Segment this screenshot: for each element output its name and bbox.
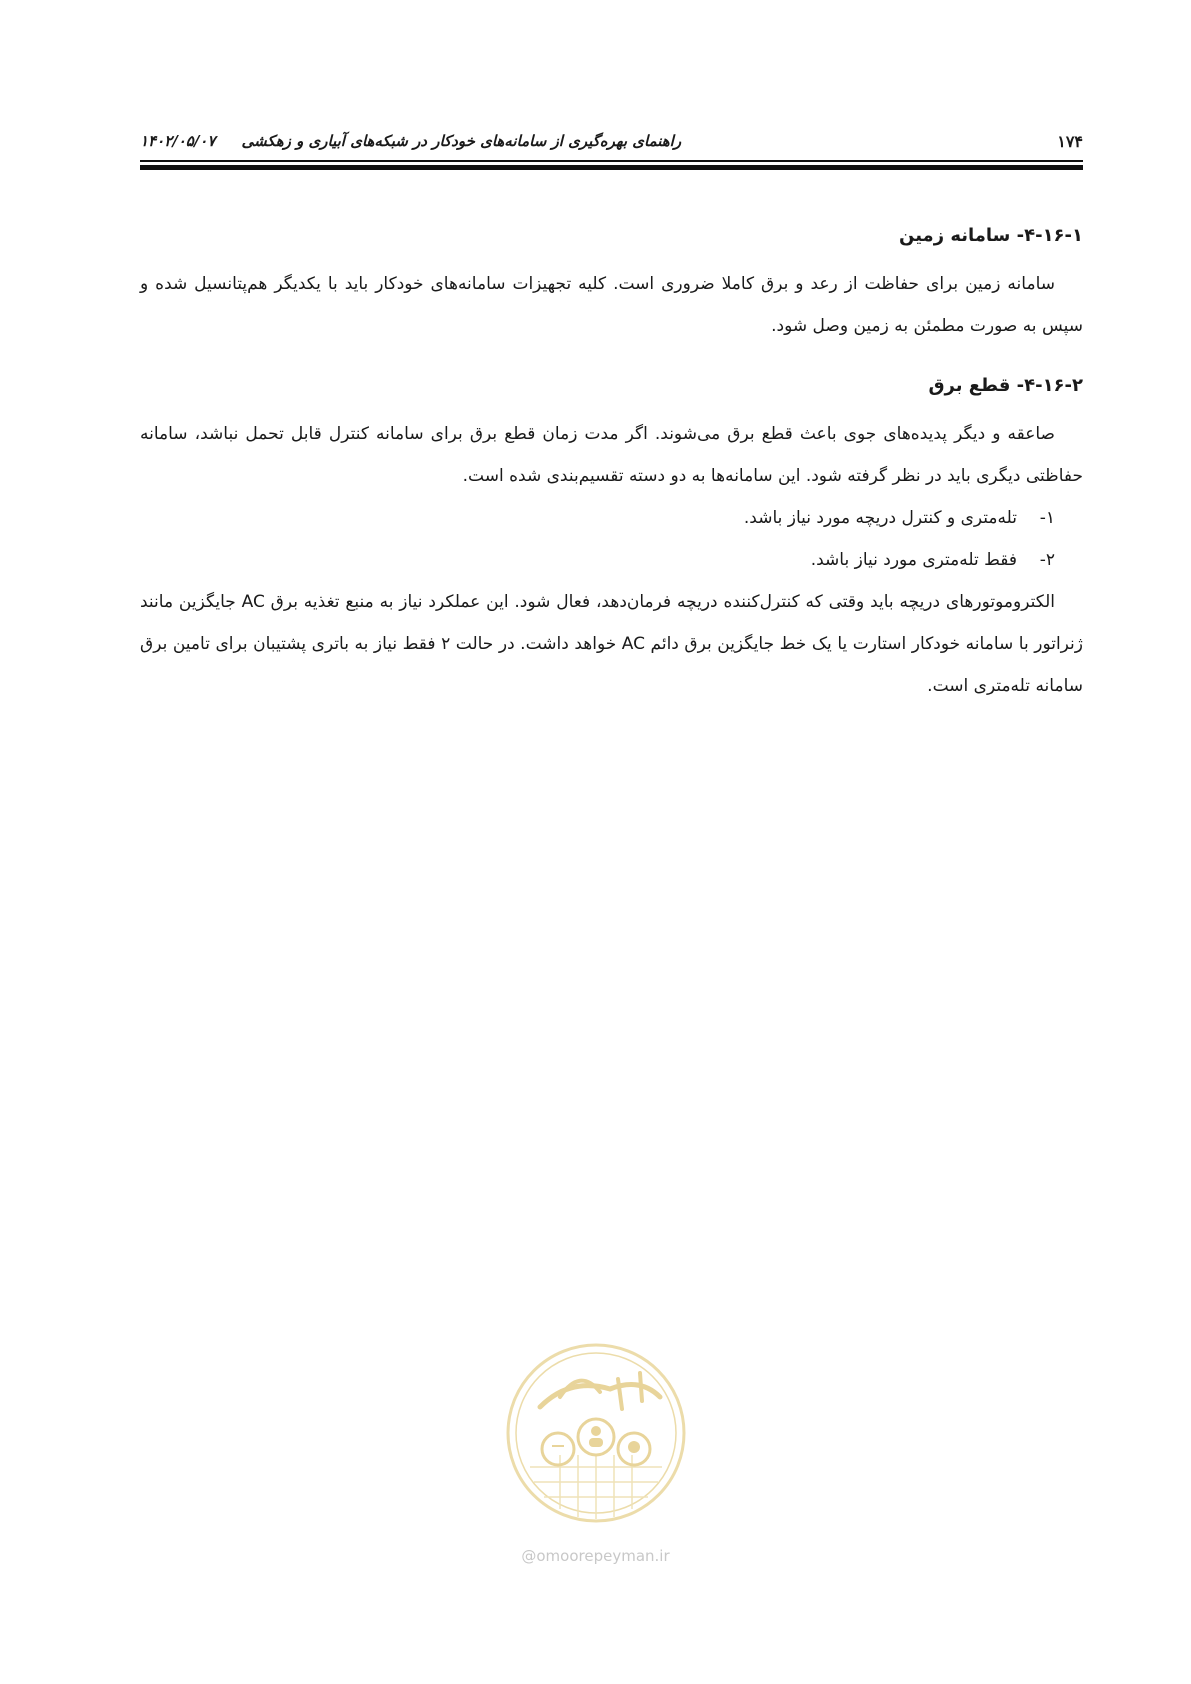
watermark-url: @omoorepeyman.ir (521, 1547, 670, 1565)
header-title-line (140, 132, 681, 150)
page-number: ۱۷۴ (1057, 132, 1083, 151)
list-item (140, 497, 1083, 539)
section-paragraph-ground: سامانه زمین برای حفاظت از رعد و برق کاملا ضروری است. کلیه تجهیزات سامانه‌های خودکار باید با یکدیگر هم‌پتانسیل شده و سپس به صورت مطمئن به زمین وصل شود. (140, 274, 1083, 336)
list-item-number: ۲- (1039, 550, 1055, 570)
header-rule-thick (140, 165, 1083, 170)
header-title: راهنمای بهره‌گیری از سامانه‌های خودکار در شبکه‌های آبیاری و زهکشی (241, 132, 682, 150)
header-date: ۱۴۰۲/۰۵/۰۷ (140, 132, 216, 150)
section-heading-power-outage: ۴-۱۶-۲- قطع برق (928, 375, 1083, 396)
watermark-seal-logo (500, 1337, 692, 1529)
list-item-text: تله‌متری و کنترل دریچه مورد نیاز باشد. (743, 508, 1017, 528)
section-paragraph-motors: الکتروموتورهای دریچه باید وقتی که کنترل‌کننده دریچه فرمان‌دهد، فعال شود. این عملکرد نیاز به منبع تغذیه برق AC جایگزین مانند ژنراتور با سامانه خودکار استارت یا یک خط جایگزین برق دائم AC خواهد داشت. در حالت ۲ فقط نیاز به باتری پشتیبان برای تامین برق سامانه تله‌متری است. (140, 592, 1083, 696)
header-rule-thin (140, 160, 1083, 162)
section-heading-ground: ۴-۱۶-۱- سامانه زمین (899, 225, 1083, 246)
section-paragraph-power-outage: صاعقه و دیگر پدیده‌های جوی باعث قطع برق می‌شوند. اگر مدت زمان قطع برق برای سامانه کنترل قابل تحمل نباشد، سامانه حفاظتی دیگری باید در نظر گرفته شود. این سامانه‌ها به دو دسته تقسیم‌بندی شده است. (140, 424, 1083, 486)
category-list (140, 497, 1083, 581)
page-body (140, 215, 1083, 707)
running-header (140, 128, 1083, 158)
list-item-number: ۱- (1039, 508, 1055, 528)
list-item-text: فقط تله‌متری مورد نیاز باشد. (810, 550, 1017, 570)
list-item (140, 539, 1083, 581)
